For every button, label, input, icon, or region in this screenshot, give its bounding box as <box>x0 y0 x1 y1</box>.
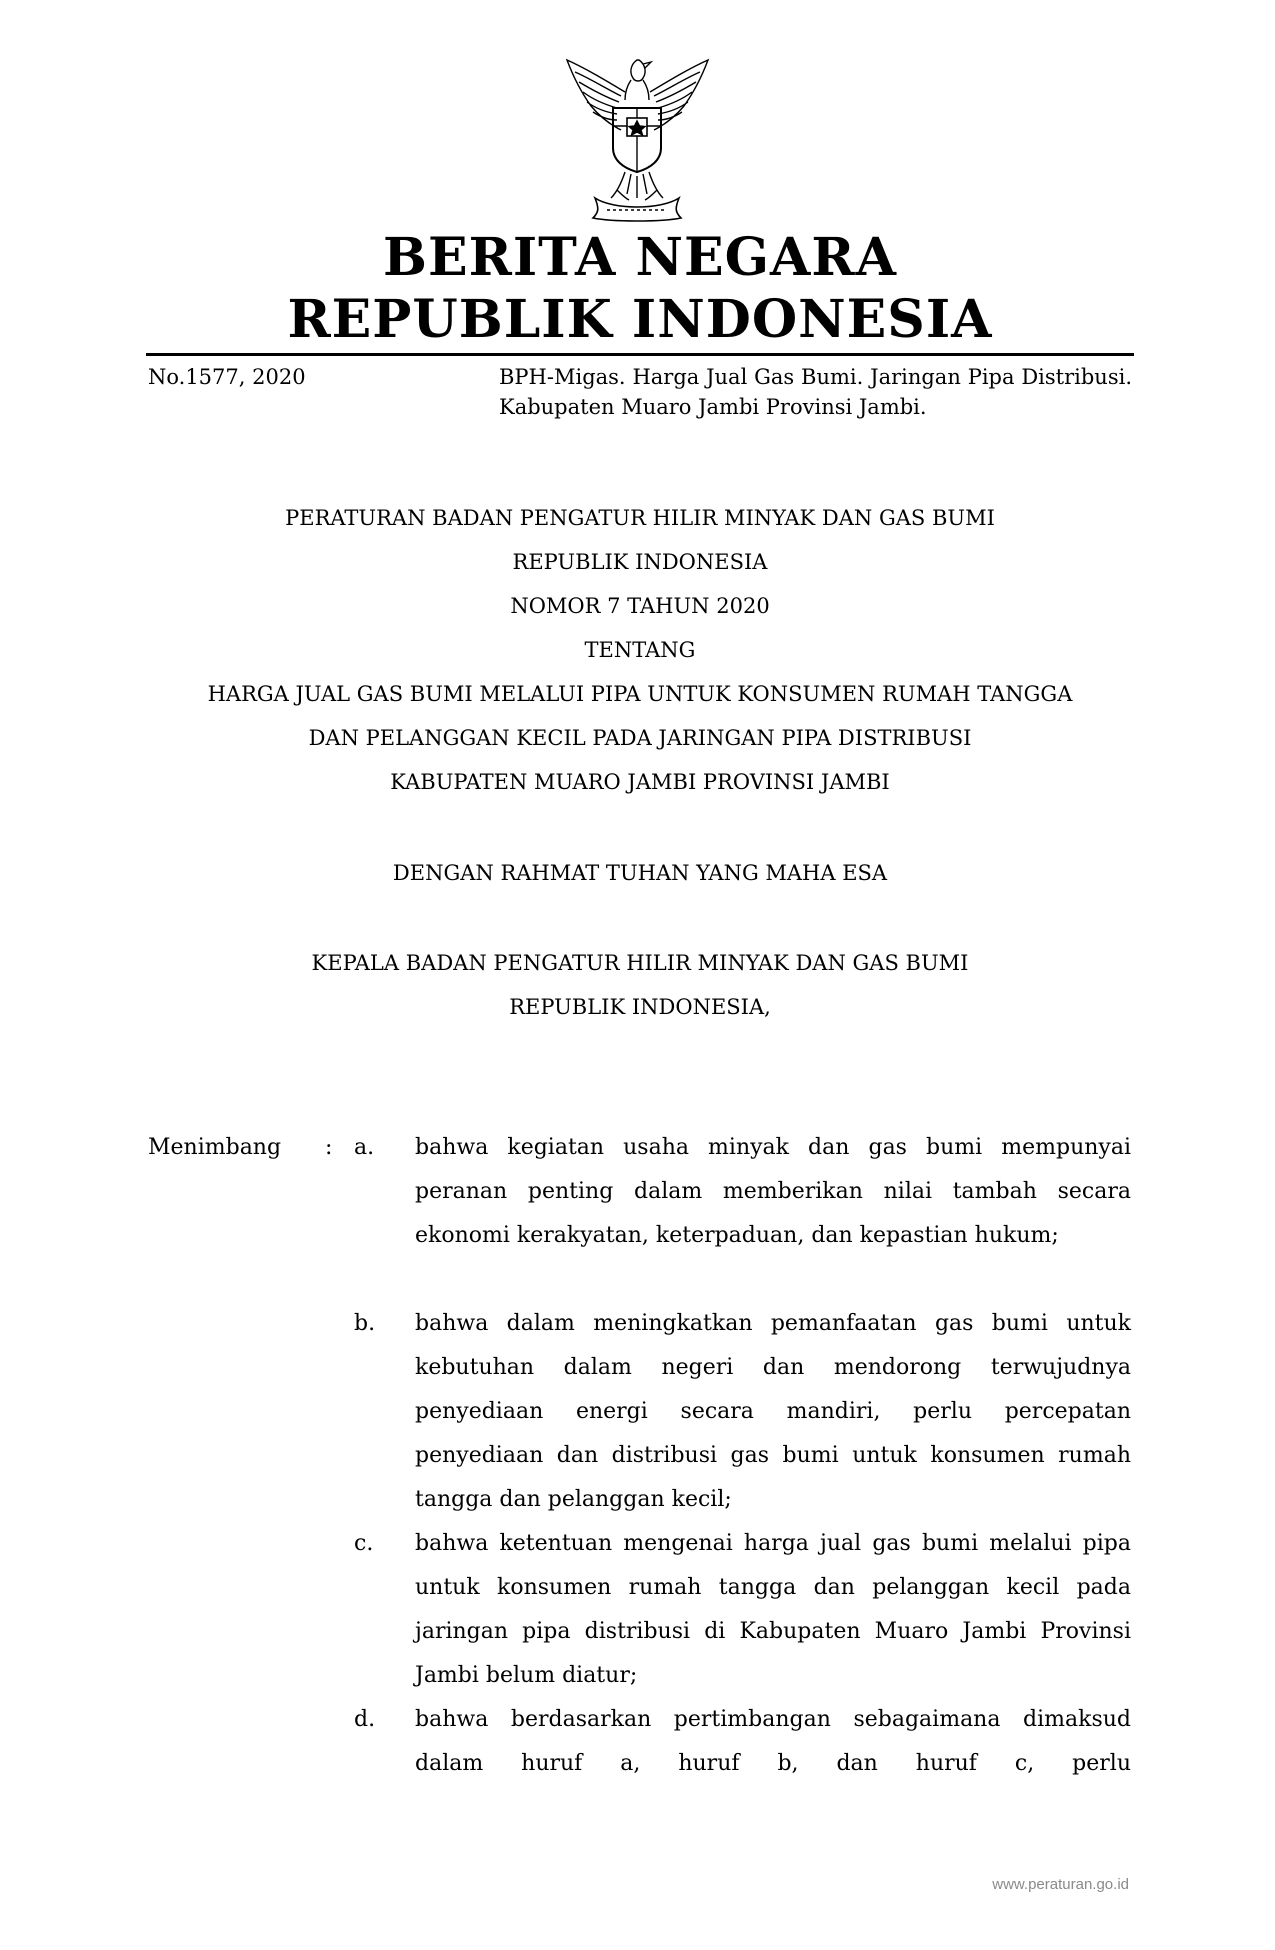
considerations-item: bahwa kegiatan usaha minyak dan gas bumi mempunyai peranan penting dalam memberikan nilai tambah secara ekonomi kerakyatan, keterpaduan, dan kepastian hukum; <box>415 1135 1131 1248</box>
item-letter: d. <box>354 1707 376 1732</box>
issue-number: No.1577, 2020 <box>148 365 306 389</box>
item-letter: b. <box>354 1311 376 1336</box>
masthead-subtitle: REPUBLIK INDONESIA <box>287 289 993 350</box>
considerations-item: bahwa dalam meningkatkan pemanfaatan gas bumi untuk kebutuhan dalam negeri dan mendorong terwujudnya penyediaan energi secara mandiri, perlu percepatan penyediaan dan distribusi gas bumi untuk konsumen rumah tangga dan pelanggan kecil; <box>415 1311 1131 1512</box>
authority-line: KEPALA BADAN PENGATUR HILIR MINYAK DAN GAS BUMI <box>311 951 969 975</box>
item-letter: a. <box>354 1135 375 1160</box>
regulation-subject-line: KABUPATEN MUARO JAMBI PROVINSI JAMBI <box>390 770 890 794</box>
menimbang-label: Menimbang <box>148 1135 282 1160</box>
regulation-number: NOMOR 7 TAHUN 2020 <box>510 594 770 618</box>
item-letter: c. <box>354 1531 374 1556</box>
regulation-subject-line: HARGA JUAL GAS BUMI MELALUI PIPA UNTUK KONSUMEN RUMAH TANGGA <box>207 682 1073 706</box>
considerations-item: bahwa ketentuan mengenai harga jual gas bumi melalui pipa untuk konsumen rumah tangga dan pelanggan kecil pada jaringan pipa distribusi di Kabupaten Muaro Jambi Provinsi Jambi belum diatur; <box>415 1531 1131 1688</box>
masthead-title: BERITA NEGARA <box>383 227 897 288</box>
authority-line: REPUBLIK INDONESIA, <box>509 995 771 1019</box>
considerations-item: bahwa berdasarkan pertimbangan sebagaimana dimaksud dalam huruf a, huruf b, dan huruf c, perlu <box>415 1707 1131 1776</box>
footer-url: www.peraturan.go.id <box>992 1876 1129 1893</box>
masthead-divider <box>146 353 1134 356</box>
invocation: DENGAN RAHMAT TUHAN YANG MAHA ESA <box>392 861 888 885</box>
regulation-title-line: PERATURAN BADAN PENGATUR HILIR MINYAK DAN GAS BUMI <box>285 506 995 530</box>
issue-subject: BPH-Migas. Harga Jual Gas Bumi. Jaringan Pipa Distribusi. Kabupaten Muaro Jambi Provinsi Jambi. <box>499 365 1132 419</box>
regulation-about: TENTANG <box>584 638 696 662</box>
garuda-emblem-icon <box>555 52 720 222</box>
regulation-title-line: REPUBLIK INDONESIA <box>512 550 768 574</box>
menimbang-colon: : <box>325 1135 333 1160</box>
regulation-subject-line: DAN PELANGGAN KECIL PADA JARINGAN PIPA DISTRIBUSI <box>308 726 972 750</box>
